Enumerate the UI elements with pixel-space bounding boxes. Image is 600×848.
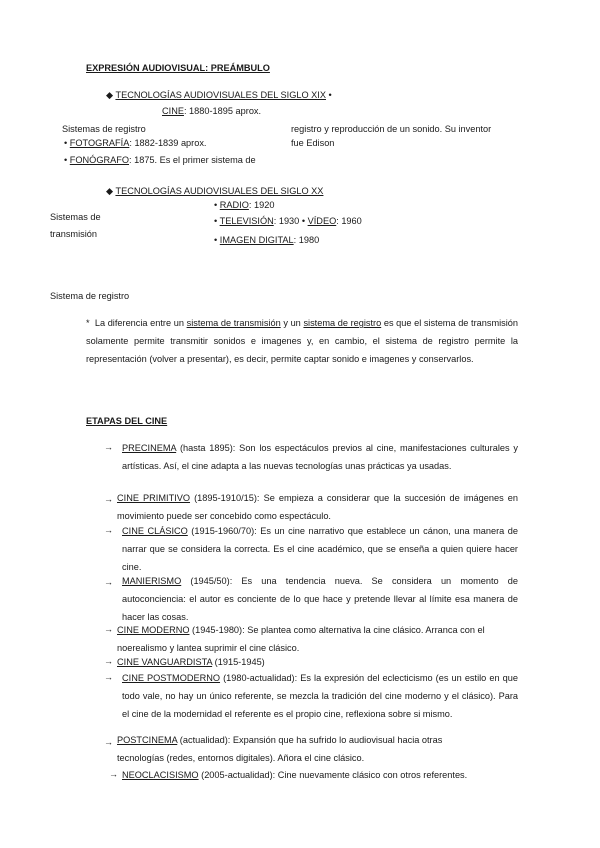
etapa-text: (1915-1960/70): Es un cine narrativo que establece un cánon, una manera de narrar que se considera la correcta. Es el cine académico, que se enseña a quien quiere hacer cine. xyxy=(122,526,518,572)
etapa-item xyxy=(122,670,518,723)
arrow-icon: → xyxy=(104,494,113,504)
cine-text: : 1880-1895 aprox. xyxy=(183,106,262,116)
etapa-label: POSTCINEMA xyxy=(117,735,178,745)
fonografo-desc-2: fue Edison xyxy=(291,138,335,148)
etapa-label: MANIERISMO xyxy=(122,576,182,586)
fotografia-text: : 1882-1839 aprox. xyxy=(129,138,207,148)
television-text: : 1930 • xyxy=(273,216,306,226)
radio-label: RADIO xyxy=(219,200,249,210)
sistemas-transmision-2: transmisión xyxy=(50,229,97,239)
radio-text: : 1920 xyxy=(248,200,275,210)
arrow-icon: → xyxy=(104,672,113,682)
diferencia-t3: es que el sistema de transmisión solamente permite transmitir sonidos e imagenes y, en cambio, el sistema de registro permite la representación (volver a presentar), es decir, permite captar sonido e imagenes y conservarlos. xyxy=(86,318,519,364)
diferencia-paragraph xyxy=(86,315,518,368)
etapa-item xyxy=(122,440,518,476)
bullet-icon: • xyxy=(214,216,220,226)
etapa-text: (1915-1945) xyxy=(212,657,265,667)
arrow-icon: → xyxy=(104,442,113,452)
video-text: : 1960 xyxy=(336,216,362,226)
etapa-label: NEOCLACISISMO xyxy=(122,770,199,780)
bullet-icon: • xyxy=(214,235,220,245)
bullet-icon: • xyxy=(214,200,220,210)
etapa-text: (1895-1910/15): Se empieza a considerar que la succesión de imágenes en movimiento puede ser concebido como espectáculo. xyxy=(117,493,518,521)
arrow-icon: → xyxy=(104,624,113,634)
bullet-icon: • xyxy=(64,155,70,165)
fonografo-line xyxy=(64,156,256,165)
tech19-heading: TECNOLOGÍAS AUDIOVISUALES DEL SIGLO XIX xyxy=(115,90,326,100)
fotografia-line xyxy=(64,139,206,148)
television-label: TELEVISIÓN xyxy=(219,216,274,226)
arrow-icon: → xyxy=(109,769,118,779)
etapa-item xyxy=(117,622,518,658)
etapa-text: (actualidad): Expansión que ha sufrido lo audiovisual hacia otras tecnologías (redes, entornos digitales). Añora el cine clásico. xyxy=(117,735,443,763)
fonografo-label: FONÓGRAFO xyxy=(69,155,129,165)
bullet-icon: ◆ xyxy=(106,90,116,100)
arrow-icon: → xyxy=(104,525,113,535)
radio-line xyxy=(214,201,274,210)
etapa-text: (1945/50): Es una tendencia nueva. Se considera un momento de autoconciencia: el autor es conciente de lo que hace y pretende llevar al límite esa manera de hacer las cosas. xyxy=(122,576,518,622)
tech19-heading-row xyxy=(106,91,332,100)
etapa-item xyxy=(122,767,518,785)
bullet-icon: ◆ xyxy=(106,186,116,196)
sistema-registro-term: sistema de registro xyxy=(303,318,382,328)
bullet-icon: • xyxy=(325,90,332,100)
etapa-item xyxy=(122,523,518,576)
arrow-icon: → xyxy=(104,737,113,747)
etapa-item xyxy=(117,732,447,768)
cine-line xyxy=(162,107,261,116)
diferencia-t1: La diferencia entre un xyxy=(94,318,184,328)
etapa-text: (1945-1980): Se plantea como alternativa la cine clásico. Arranca con el noerealismo y lantea suprimir el cine clásico. xyxy=(117,625,485,653)
sistemas-registro-label: Sistemas de registro xyxy=(62,124,146,134)
sistema-transmision-term: sistema de transmisión xyxy=(186,318,281,328)
etapa-label: CINE POSTMODERNO xyxy=(122,673,221,683)
imagen-digital-text: : 1980 xyxy=(293,235,320,245)
fonografo-desc-1: registro y reproducción de un sonido. Su inventor xyxy=(291,124,492,134)
star-marker: * xyxy=(86,318,90,328)
imagen-digital-label: IMAGEN DIGITAL xyxy=(219,235,294,245)
etapa-text: (2005-actualidad): Cine nuevamente clásico con otros referentes. xyxy=(198,770,468,780)
etapa-label: CINE VANGUARDISTA xyxy=(117,657,213,667)
etapa-item xyxy=(122,573,518,626)
tech20-heading-row xyxy=(106,187,323,196)
tv-video-line xyxy=(214,217,362,226)
etapa-label: CINE MODERNO xyxy=(117,625,190,635)
etapa-text: (1980-actualidad): Es la expresión del eclecticismo (es un estilo en que todo vale, no hay un único referente, se mezcla la tradición del cine moderno y el clásico). Para el cine de la modernidad el referente es el propio cine, reflexiona sobre si mismo. xyxy=(122,673,518,719)
etapa-item xyxy=(117,490,518,526)
fonografo-text: : 1875. Es el primer sistema de xyxy=(129,155,256,165)
imagen-digital-line xyxy=(214,236,319,245)
etapas-heading: ETAPAS DEL CINE xyxy=(86,416,168,426)
registro-heading: Sistema de registro xyxy=(50,291,130,301)
etapa-label: PRECINEMA xyxy=(122,443,177,453)
bullet-icon: • xyxy=(64,138,70,148)
arrow-icon: → xyxy=(104,577,113,587)
arrow-icon: → xyxy=(104,656,113,666)
video-label: VÍDEO xyxy=(307,216,337,226)
page-title: EXPRESIÓN AUDIOVISUAL: PREÁMBULO xyxy=(86,63,270,73)
etapa-label: CINE CLÁSICO xyxy=(122,526,188,536)
etapa-label: CINE PRIMITIVO xyxy=(117,493,191,503)
sistemas-transmision-1: Sistemas de xyxy=(50,212,101,222)
diferencia-t2: y un xyxy=(283,318,301,328)
fotografia-label: FOTOGRAFÍA xyxy=(69,138,130,148)
cine-label: CINE xyxy=(162,106,184,116)
etapa-text: (hasta 1895): Son los espectáculos previos al cine, manifestaciones culturales y artísticas. Así, el cine adapta a las nuevas tecnologías unas prácticas ya usadas. xyxy=(122,443,518,471)
tech20-heading: TECNOLOGÍAS AUDIOVISUALES DEL SIGLO XX xyxy=(115,186,324,196)
